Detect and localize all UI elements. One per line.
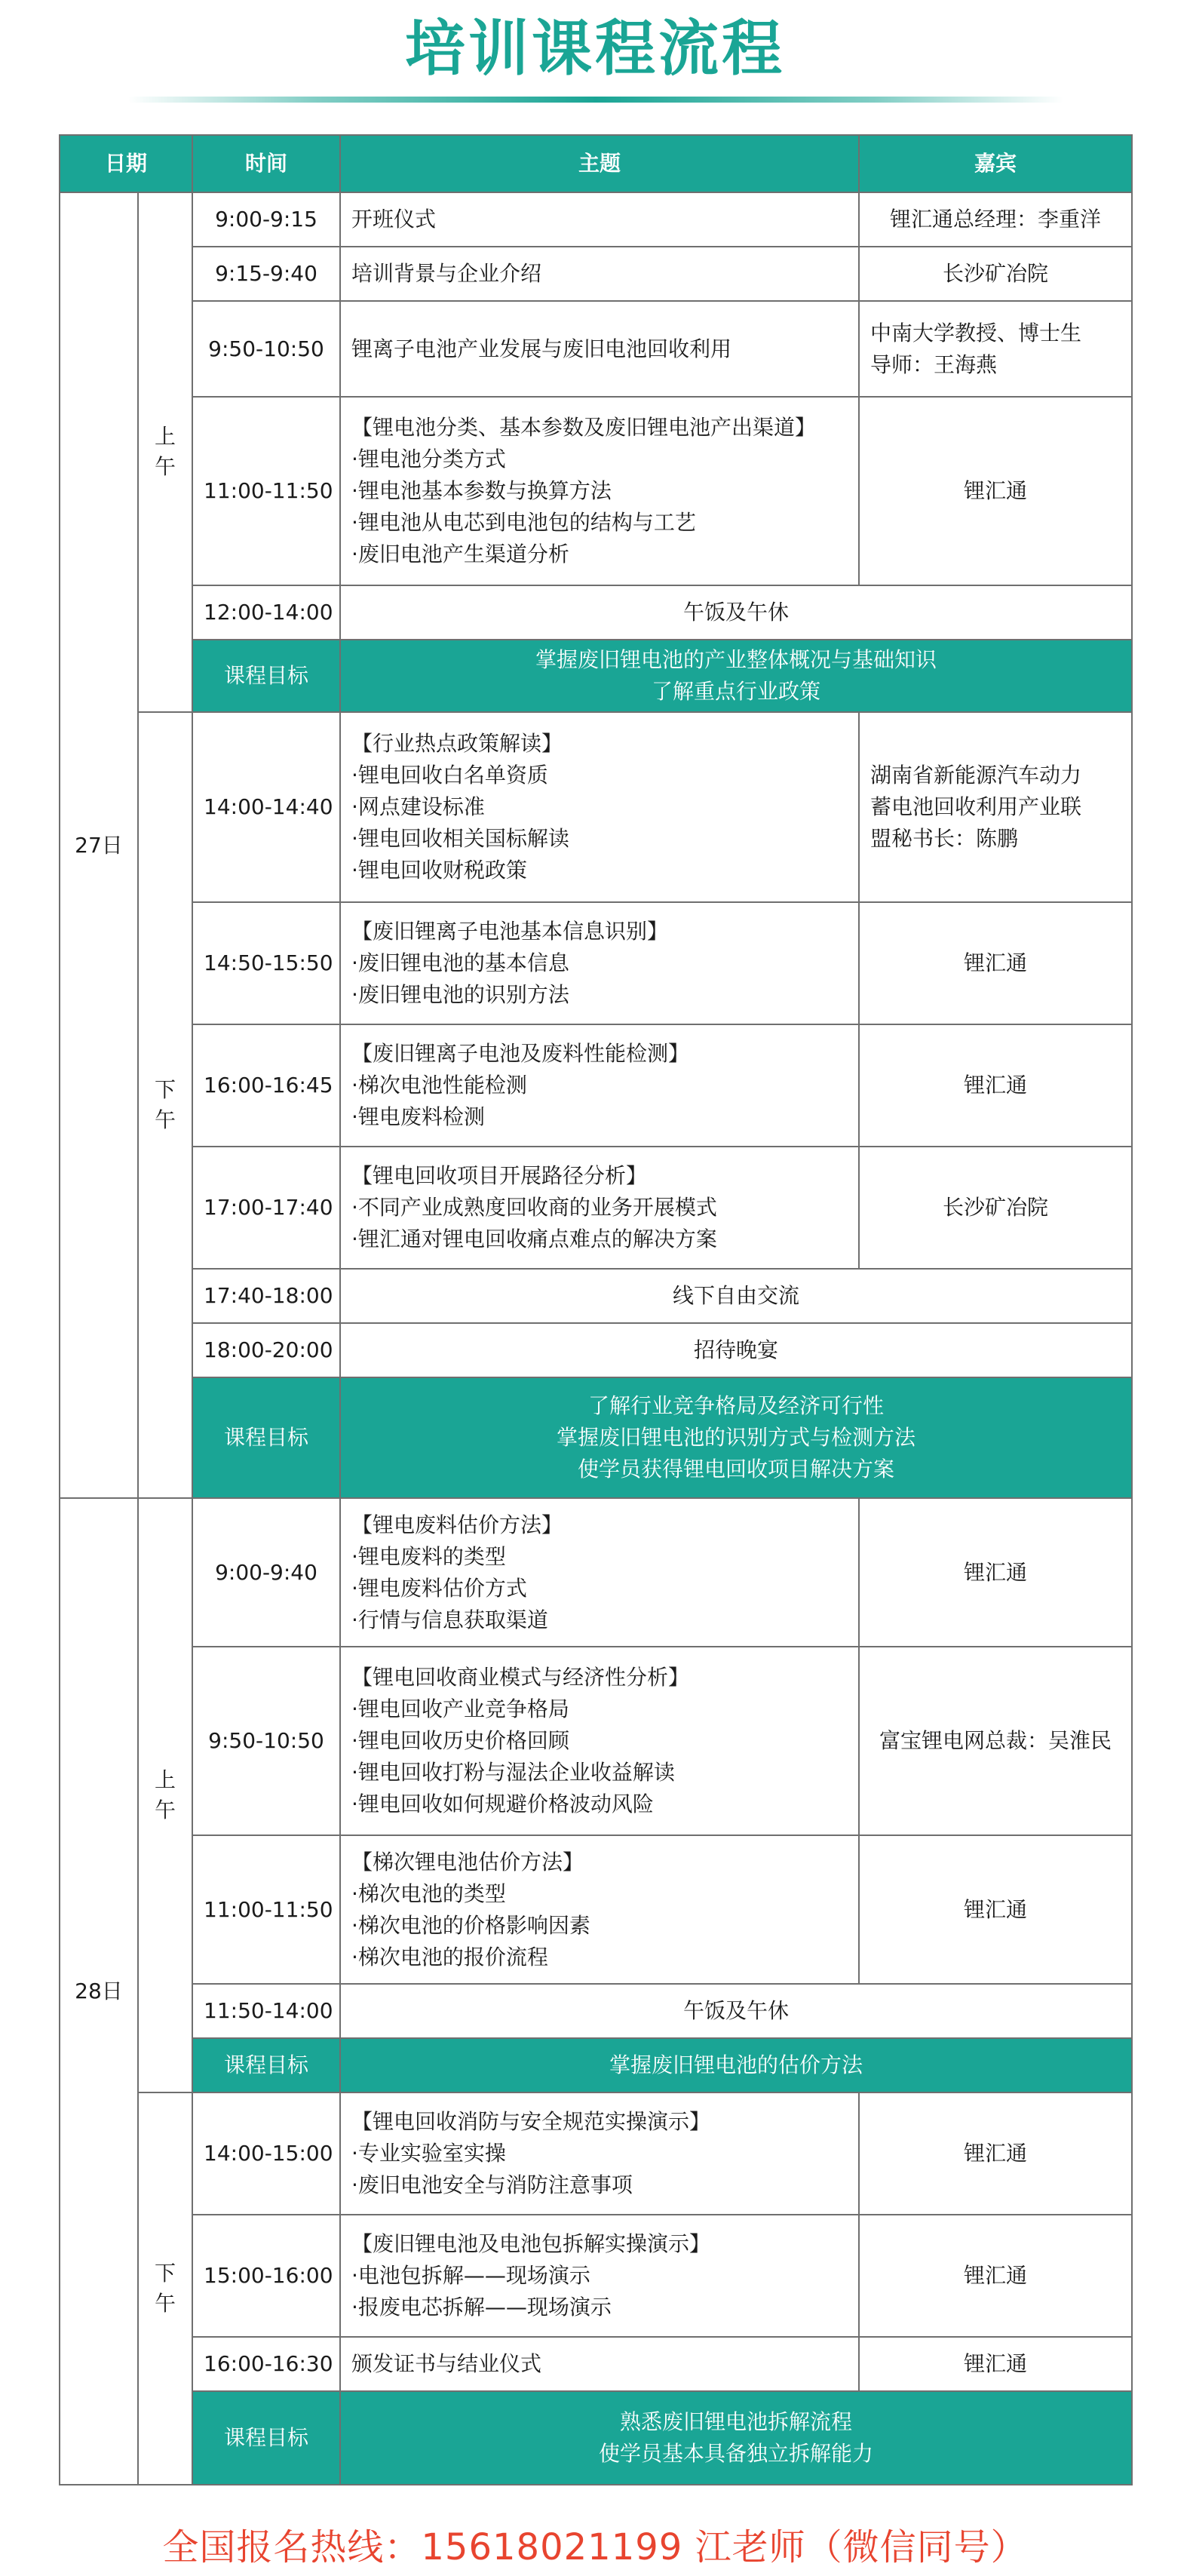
topic-line: ·废旧锂电池的基本信息: [351, 950, 569, 975]
date-cell: 27日: [60, 192, 138, 1498]
topic-line: ·梯次电池性能检测: [351, 1073, 527, 1098]
header-date: 日期: [60, 135, 192, 192]
topic-heading: 【梯次锂电池估价方法】: [351, 1849, 584, 1874]
guest-cell: [859, 1647, 1132, 1835]
topic-line: 开班仪式: [351, 207, 437, 232]
hotline-text: 全国报名热线：15618021199 江老师（微信同号）: [162, 2526, 1028, 2568]
break-cell: 线下自由交流: [340, 1269, 1132, 1323]
topic-heading: 【行业热点政策解读】: [351, 731, 563, 756]
table-row: [60, 1323, 1132, 1377]
period-cell: [138, 1498, 192, 2092]
time-cell: 16:00-16:45: [192, 1024, 340, 1147]
guest-line: 盟秘书长：陈鹏: [870, 826, 1019, 851]
time-cell: 9:50-10:50: [192, 301, 340, 397]
topic-line: ·锂电废料检测: [351, 1104, 485, 1129]
period-cell: [138, 712, 192, 1498]
goal-row: [60, 640, 1132, 712]
guest-line: 锂汇通: [964, 1896, 1028, 1922]
goal-row: [60, 2391, 1132, 2485]
goal-line: 掌握废旧锂电池的产业整体概况与基础知识: [535, 647, 937, 672]
header-topic: 主题: [340, 135, 859, 192]
topic-line: ·网点建设标准: [351, 794, 485, 819]
time-cell: 9:50-10:50: [192, 1647, 340, 1835]
table-row: [60, 2215, 1132, 2337]
topic-line: 锂离子电池产业发展与废旧电池回收利用: [351, 336, 732, 361]
table-row: [60, 397, 1132, 585]
table-row: [60, 1984, 1132, 2038]
goal-line: 使学员获得锂电回收项目解决方案: [578, 1457, 895, 1481]
guest-cell: [859, 712, 1132, 902]
guest-cell: [859, 1498, 1132, 1647]
goal-line: 掌握废旧锂电池的识别方式与检测方法: [557, 1425, 916, 1450]
time-cell: 14:00-14:40: [192, 712, 340, 902]
table-row: [60, 301, 1132, 397]
guest-line: 锂汇通: [964, 2263, 1028, 2288]
goal-text: [340, 640, 1132, 712]
topic-line: ·锂电回收历史价格回顾: [351, 1728, 569, 1753]
topic-cell: [340, 1835, 859, 1984]
topic-heading: 【废旧锂离子电池基本信息识别】: [351, 919, 669, 944]
topic-line: ·梯次电池的类型: [351, 1881, 506, 1906]
topic-cell: [340, 2337, 859, 2391]
date-cell: 28日: [60, 1498, 138, 2485]
time-cell: 9:00-9:15: [192, 192, 340, 247]
topic-heading: 【废旧锂离子电池及废料性能检测】: [351, 1041, 690, 1066]
topic-cell: [340, 1498, 859, 1647]
time-cell: 9:00-9:40: [192, 1498, 340, 1647]
topic-line: ·锂电回收打粉与湿法企业收益解读: [351, 1760, 675, 1785]
guest-line: 锂汇通: [964, 1559, 1028, 1585]
goal-line: 了解重点行业政策: [652, 679, 821, 704]
schedule-table: [59, 134, 1133, 2485]
topic-line: ·锂电废料的类型: [351, 1543, 506, 1569]
topic-cell: [340, 2092, 859, 2215]
topic-line: ·废旧锂电池的识别方法: [351, 982, 569, 1007]
topic-line: ·废旧电池产生渠道分析: [351, 542, 569, 566]
table-row: [60, 1498, 1132, 1647]
goal-label: 课程目标: [192, 1377, 340, 1498]
goal-line: 了解行业竞争格局及经济可行性: [588, 1393, 885, 1418]
period-cell: [138, 192, 192, 712]
table-row: [60, 1835, 1132, 1984]
guest-line: 富宝锂电网总裁：吴淮民: [879, 1728, 1112, 1753]
topic-line: ·梯次电池的价格影响因素: [351, 1912, 590, 1938]
topic-line: ·电池包拆解——现场演示: [351, 2263, 590, 2288]
period-label: 下午: [154, 2260, 176, 2316]
topic-heading: 【废旧锂电池及电池包拆解实操演示】: [351, 2231, 711, 2256]
time-cell: 17:00-17:40: [192, 1147, 340, 1269]
guest-cell: [859, 397, 1132, 585]
topic-line: ·行情与信息获取渠道: [351, 1607, 548, 1632]
guest-cell: [859, 247, 1132, 301]
goal-row: [60, 2038, 1132, 2092]
table-row: [60, 1147, 1132, 1269]
period-label: 上午: [154, 424, 176, 479]
topic-cell: [340, 247, 859, 301]
topic-line: ·锂电回收产业竞争格局: [351, 1696, 569, 1721]
goal-line: 使学员基本具备独立拆解能力: [599, 2441, 874, 2466]
header-time: 时间: [192, 135, 340, 192]
guest-cell: [859, 902, 1132, 1024]
time-cell: 18:00-20:00: [192, 1323, 340, 1377]
goal-text: [340, 2391, 1132, 2485]
goal-label: 课程目标: [192, 2391, 340, 2485]
topic-cell: [340, 1647, 859, 1835]
topic-line: ·锂电回收相关国标解读: [351, 826, 569, 851]
guest-line: 锂汇通: [964, 1073, 1028, 1098]
topic-cell: [340, 902, 859, 1024]
guest-line: 锂汇通: [964, 478, 1028, 503]
header-guest: 嘉宾: [859, 135, 1132, 192]
guest-line: 锂汇通: [964, 2141, 1028, 2166]
topic-heading: 【锂电废料估价方法】: [351, 1512, 563, 1537]
header-row: [60, 135, 1132, 192]
guest-line: 锂汇通总经理：李重洋: [890, 207, 1102, 232]
time-cell: 11:00-11:50: [192, 397, 340, 585]
table-row: [60, 1024, 1132, 1147]
table-row: [60, 1269, 1132, 1323]
title-underline: [128, 97, 1063, 103]
break-cell: 招待晚宴: [340, 1323, 1132, 1377]
table-row: [60, 192, 1132, 247]
topic-cell: [340, 712, 859, 902]
time-cell: 11:50-14:00: [192, 1984, 340, 2038]
topic-line: ·锂电废料估价方式: [351, 1575, 527, 1601]
topic-line: ·锂电回收白名单资质: [351, 763, 548, 788]
period-cell: [138, 2092, 192, 2485]
topic-line: 培训背景与企业介绍: [351, 261, 542, 286]
goal-line: 掌握废旧锂电池的估价方法: [609, 2053, 863, 2077]
guest-line: 导师：王海燕: [870, 352, 998, 377]
page-title: 培训课程流程: [405, 14, 785, 84]
topic-line: ·梯次电池的报价流程: [351, 1944, 548, 1970]
topic-line: ·锂电池从电芯到电池包的结构与工艺: [351, 510, 696, 535]
break-cell: 午饭及午休: [340, 585, 1132, 640]
time-cell: 16:00-16:30: [192, 2337, 340, 2391]
topic-line: ·锂汇通对锂电回收痛点难点的解决方案: [351, 1227, 717, 1251]
time-cell: 14:50-15:50: [192, 902, 340, 1024]
table-row: [60, 585, 1132, 640]
guest-line: 蓄电池回收利用产业联: [870, 794, 1082, 819]
time-cell: 9:15-9:40: [192, 247, 340, 301]
topic-line: ·锂电池分类方式: [351, 447, 506, 471]
topic-heading: 【锂电池分类、基本参数及废旧锂电池产出渠道】: [351, 415, 817, 440]
table-row: [60, 2092, 1132, 2215]
topic-cell: [340, 1147, 859, 1269]
topic-line: ·报废电芯拆解——现场演示: [351, 2295, 612, 2320]
guest-cell: [859, 192, 1132, 247]
goal-text: [340, 1377, 1132, 1498]
goal-text: [340, 2038, 1132, 2092]
goal-row: [60, 1377, 1132, 1498]
topic-line: ·废旧电池安全与消防注意事项: [351, 2172, 633, 2197]
topic-line: ·锂电池基本参数与换算方法: [351, 478, 612, 503]
guest-cell: [859, 1024, 1132, 1147]
guest-line: 长沙矿冶院: [943, 261, 1049, 286]
table-row: [60, 1647, 1132, 1835]
table-row: [60, 2337, 1132, 2391]
time-cell: 14:00-15:00: [192, 2092, 340, 2215]
period-label: 上午: [154, 1767, 176, 1822]
time-cell: 17:40-18:00: [192, 1269, 340, 1323]
topic-cell: [340, 2215, 859, 2337]
topic-cell: [340, 192, 859, 247]
topic-cell: [340, 301, 859, 397]
table-row: [60, 712, 1132, 902]
time-cell: 11:00-11:50: [192, 1835, 340, 1984]
topic-line: 颁发证书与结业仪式: [351, 2351, 542, 2376]
topic-line: ·锂电回收财税政策: [351, 858, 527, 883]
guest-cell: [859, 301, 1132, 397]
time-cell: 12:00-14:00: [192, 585, 340, 640]
topic-line: ·专业实验室实操: [351, 2141, 506, 2166]
topic-heading: 【锂电回收消防与安全规范实操演示】: [351, 2109, 711, 2134]
goal-label: 课程目标: [192, 2038, 340, 2092]
guest-cell: [859, 1835, 1132, 1984]
topic-line: ·锂电回收如何规避价格波动风险: [351, 1792, 654, 1816]
break-cell: 午饭及午休: [340, 1984, 1132, 2038]
time-cell: 15:00-16:00: [192, 2215, 340, 2337]
guest-cell: [859, 2337, 1132, 2391]
topic-cell: [340, 397, 859, 585]
goal-line: 熟悉废旧锂电池拆解流程: [620, 2409, 853, 2434]
topic-cell: [340, 1024, 859, 1147]
table-row: [60, 902, 1132, 1024]
period-label: 下午: [154, 1076, 176, 1132]
table-row: [60, 247, 1132, 301]
topic-heading: 【锂电回收项目开展路径分析】: [351, 1163, 648, 1188]
guest-cell: [859, 2092, 1132, 2215]
topic-line: ·不同产业成熟度回收商的业务开展模式: [351, 1195, 717, 1220]
guest-line: 锂汇通: [964, 950, 1028, 975]
goal-label: 课程目标: [192, 640, 340, 712]
guest-line: 中南大学教授、博士生: [870, 320, 1082, 345]
guest-line: 长沙矿冶院: [943, 1195, 1049, 1220]
topic-heading: 【锂电回收商业模式与经济性分析】: [351, 1665, 690, 1690]
guest-cell: [859, 2215, 1132, 2337]
guest-line: 湖南省新能源汽车动力: [870, 763, 1082, 788]
guest-line: 锂汇通: [964, 2351, 1028, 2376]
guest-cell: [859, 1147, 1132, 1269]
